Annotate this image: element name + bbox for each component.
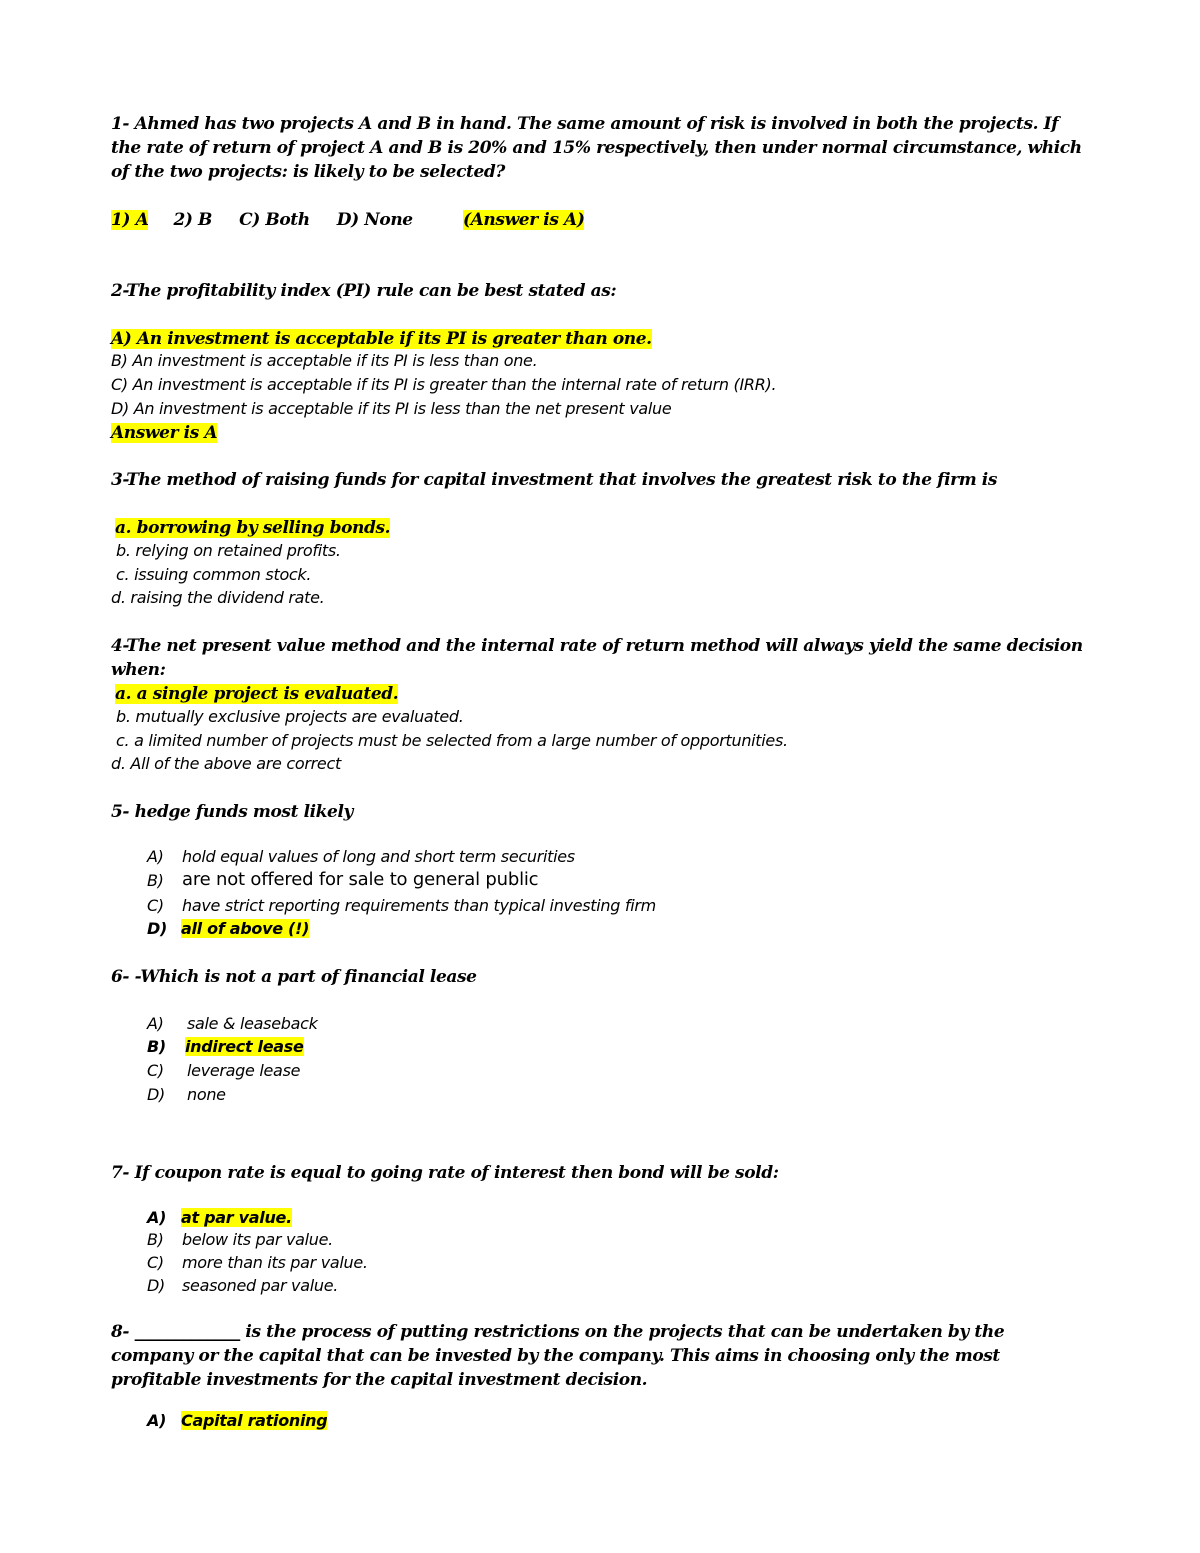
question-1-options	[111, 208, 413, 232]
q5-option-b-text: are not offered for sale to general public	[182, 869, 539, 890]
q3-option-a-text: a. borrowing by selling bonds.	[115, 518, 391, 538]
q3-option-b: b. relying on retained profits.	[116, 541, 341, 560]
q8-option-a-label: A)	[147, 1411, 167, 1430]
q4-option-d: d. All of the above are correct	[111, 754, 341, 773]
q6-option-c-label: C)	[147, 1061, 164, 1080]
q7-option-a-highlight: at par value.	[181, 1208, 292, 1227]
q1-option-d: D) None	[336, 210, 413, 230]
q2-option-a	[111, 327, 652, 351]
q5-option-b-label: B)	[147, 871, 164, 890]
q2-answer	[111, 421, 217, 445]
question-8: 8- _____________ is the process of putting restrictions on the projects that can be undertaken by the company or the capital that can be invested by the company. This aims in choosing only the most profitable investments for the capital investment decision.	[111, 1322, 1005, 1390]
q2-option-d: D) An investment is acceptable if its PI is less than the net present value	[111, 399, 672, 418]
question-6: 6- -Which is not a part of financial lease	[111, 967, 477, 987]
q8-option-a-highlight: Capital rationing	[181, 1411, 328, 1430]
q6-option-c-text: leverage lease	[187, 1061, 301, 1080]
q3-option-c: c. issuing common stock.	[116, 565, 312, 584]
question-7: 7- If coupon rate is equal to going rate of interest then bond will be sold:	[111, 1163, 779, 1183]
q6-option-a-label: A)	[147, 1014, 164, 1033]
q5-option-d-label: D)	[147, 919, 167, 938]
q7-option-c-label: C)	[147, 1253, 164, 1272]
q7-option-b-text: below its par value.	[182, 1230, 333, 1249]
question-5: 5- hedge funds most likely	[111, 802, 354, 822]
q1-option-c: C) Both	[239, 210, 310, 230]
question-2: 2-The profitability index (PI) rule can be best stated as:	[111, 281, 617, 301]
q3-option-d: d. raising the dividend rate.	[111, 588, 325, 607]
question-3: 3-The method of raising funds for capital investment that involves the greatest risk to the firm is	[111, 470, 998, 490]
q3-option-a	[115, 516, 390, 540]
q6-option-b-text	[185, 1036, 304, 1058]
q5-option-a-text: hold equal values of long and short term securities	[182, 847, 575, 866]
q2-option-c: C) An investment is acceptable if its PI is greater than the internal rate of return (IRR).	[111, 375, 777, 394]
q4-option-a-text: a. a single project is evaluated.	[115, 684, 399, 704]
q4-option-c: c. a limited number of projects must be selected from a large number of opportunities.	[116, 731, 788, 750]
q5-option-a-label: A)	[147, 847, 164, 866]
q1-option-b: 2) B	[173, 210, 213, 230]
q6-option-d-text: none	[187, 1085, 226, 1104]
q4-option-a	[115, 682, 398, 706]
q7-option-d-text: seasoned par value.	[182, 1276, 339, 1295]
q2-option-b: B) An investment is acceptable if its PI is less than one.	[111, 351, 538, 370]
q6-option-a-text: sale & leaseback	[187, 1014, 318, 1033]
q2-answer-text: Answer is A	[111, 423, 218, 443]
q1-answer	[463, 208, 584, 232]
q7-option-c-text: more than its par value.	[182, 1253, 368, 1272]
q5-option-d-text	[181, 918, 309, 940]
q7-option-a-label: A)	[147, 1208, 167, 1227]
q8-option-a-text	[181, 1410, 327, 1432]
q1-option-a: 1) A	[111, 210, 149, 230]
q6-option-b-highlight: indirect lease	[185, 1037, 304, 1056]
q7-option-d-label: D)	[147, 1276, 165, 1295]
q6-option-b-label: B)	[147, 1037, 166, 1056]
q2-option-a-text: A) An investment is acceptable if its PI is greater than one.	[111, 329, 652, 349]
question-4: 4-The net present value method and the internal rate of return method will always yield the same decision when:	[111, 636, 1083, 680]
q1-answer-text: (Answer is A)	[463, 210, 585, 230]
q4-option-b: b. mutually exclusive projects are evaluated.	[116, 707, 464, 726]
q5-option-c-text: have strict reporting requirements than typical investing firm	[182, 896, 656, 915]
q5-option-c-label: C)	[147, 896, 164, 915]
q6-option-d-label: D)	[147, 1085, 165, 1104]
question-1: 1- Ahmed has two projects A and B in hand. The same amount of risk is involved in both the projects. If the rate of return of project A and B is 20% and 15% respectively, then under normal circumstance, which of the two projects: is likely to be selected?	[111, 114, 1082, 182]
q5-option-d-highlight: all of above (!)	[181, 919, 310, 938]
q7-option-b-label: B)	[147, 1230, 164, 1249]
q7-option-a-text	[181, 1207, 292, 1229]
